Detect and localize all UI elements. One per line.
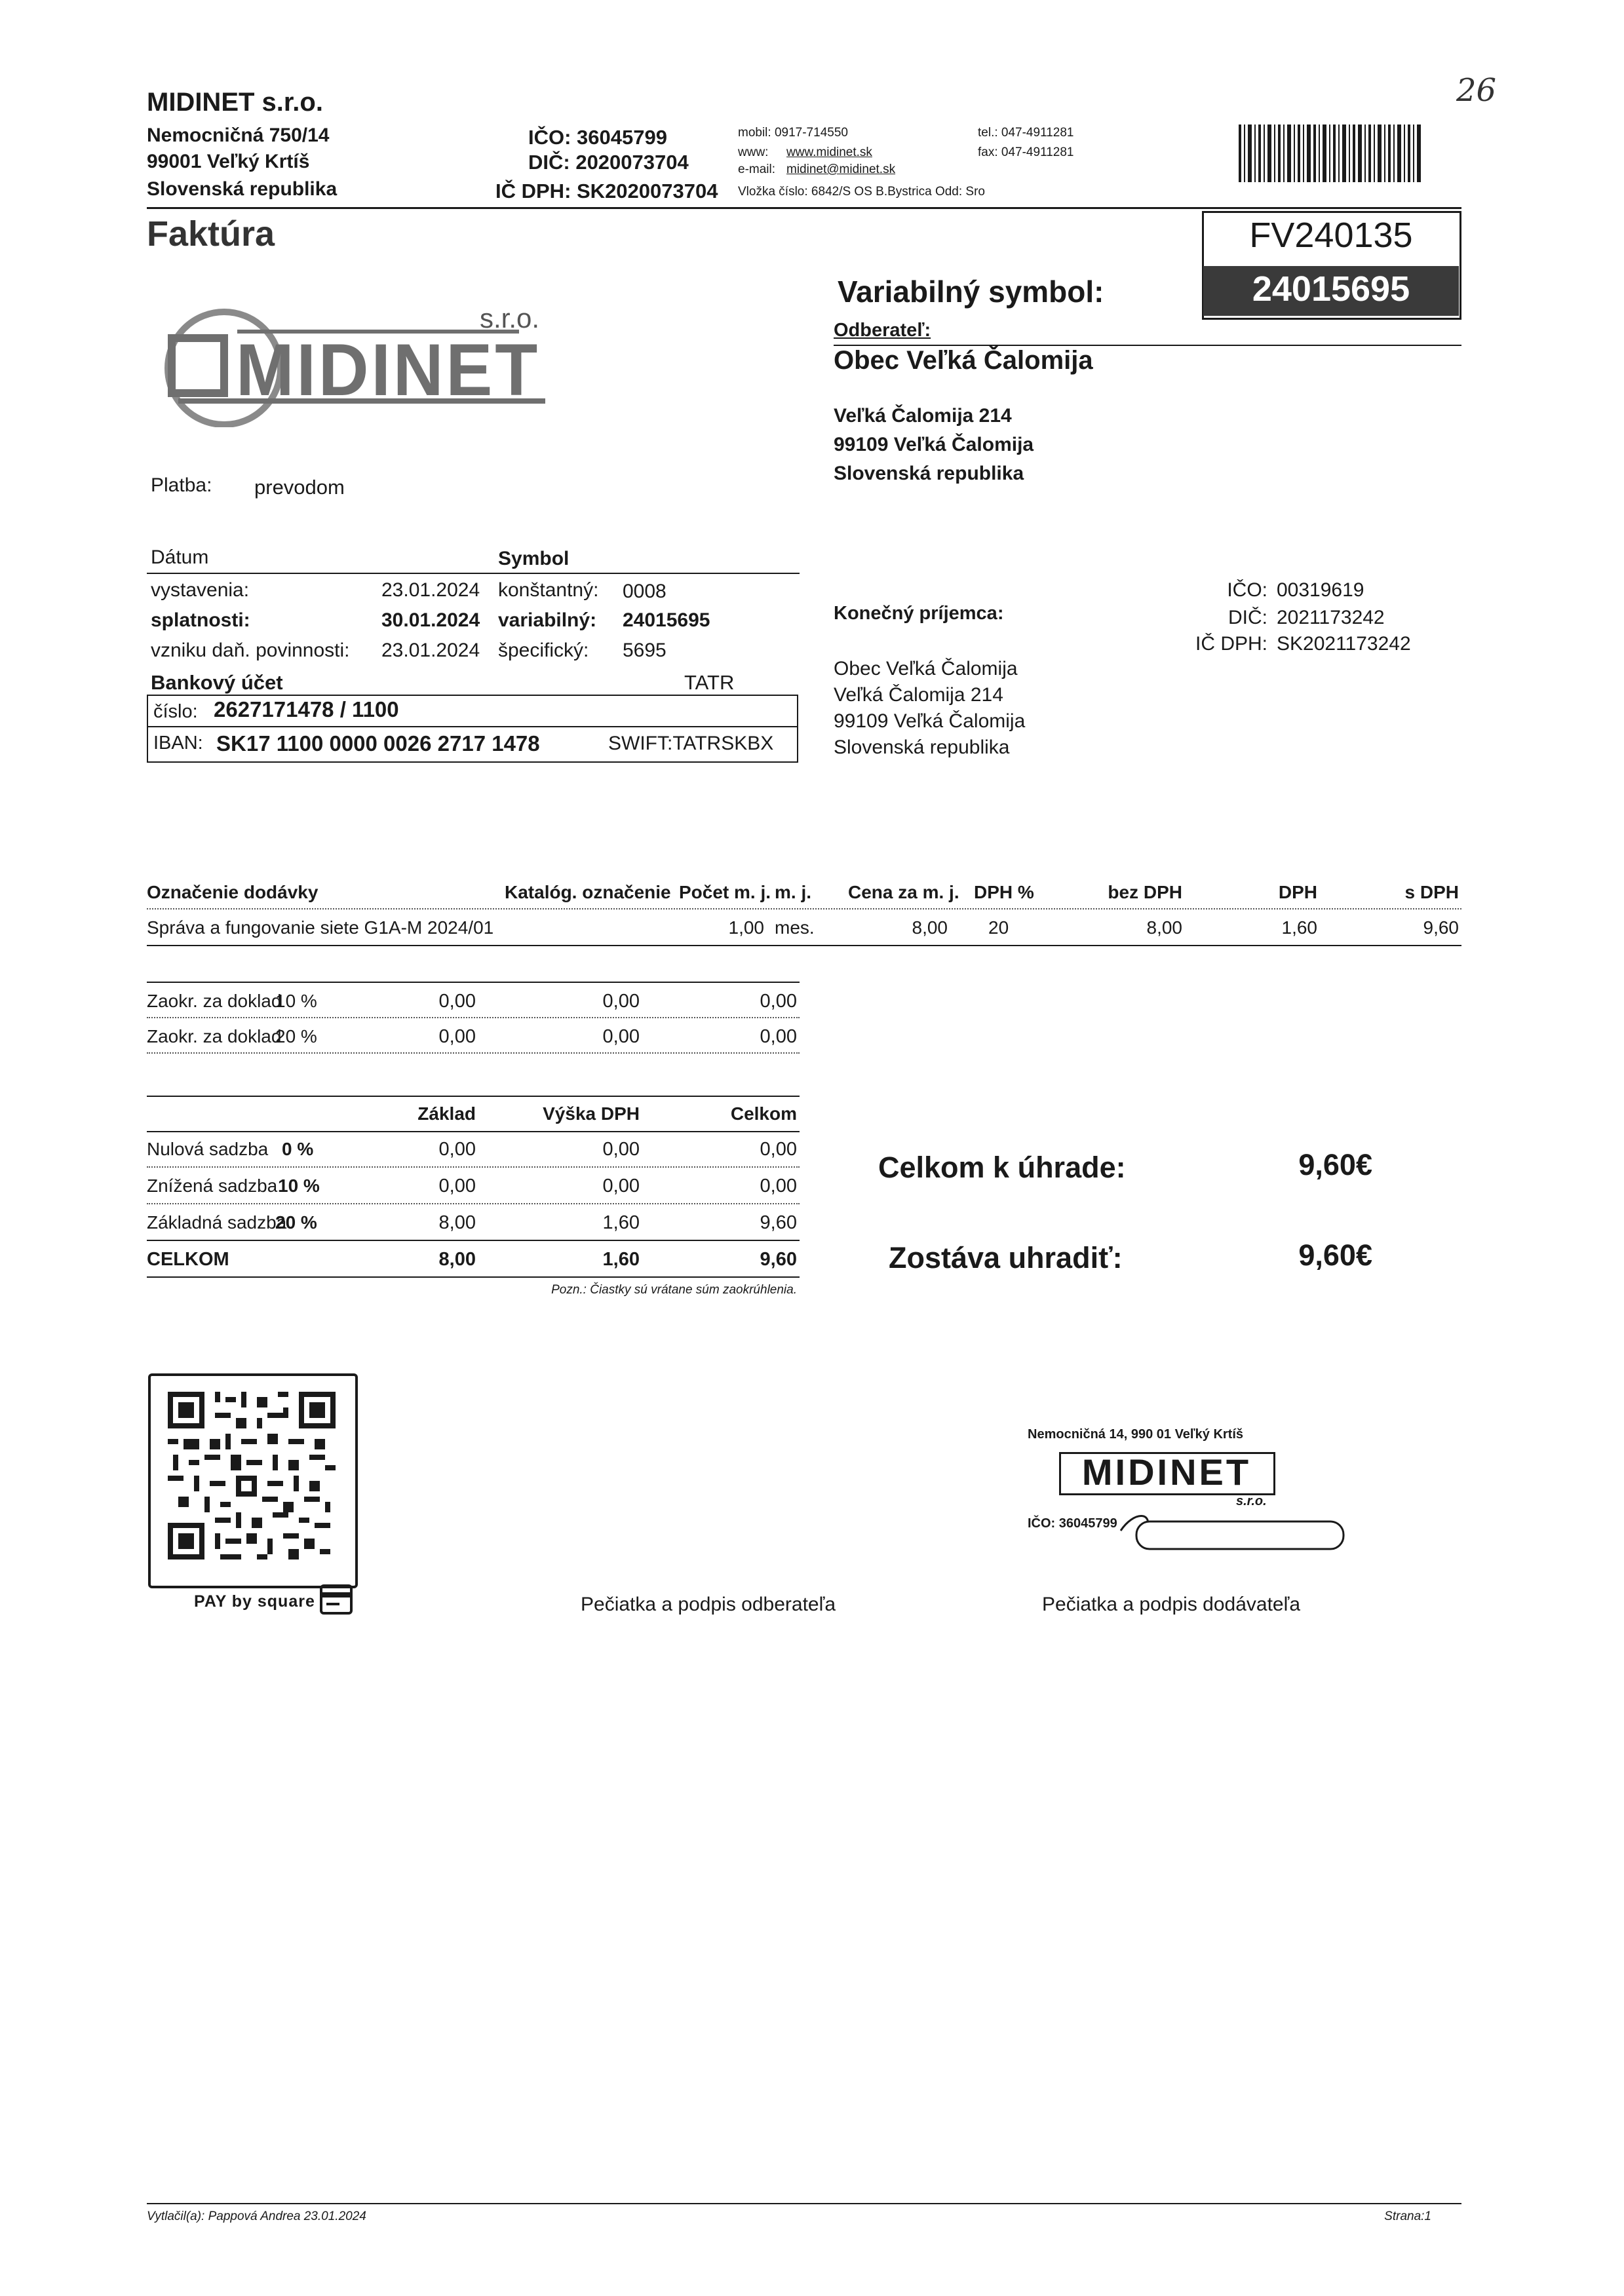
amounts-note: Pozn.: Čiastky sú vrátane súm zaokrúhlenia. <box>551 1283 797 1297</box>
stamp-address: Nemocničná 14, 990 01 Veľký Krtíš <box>1028 1427 1244 1442</box>
vat-col-vyska: Výška DPH <box>543 1103 640 1124</box>
dates-rule <box>147 573 800 574</box>
vat-col-zaklad: Základ <box>417 1103 476 1124</box>
customer-city: 99109 Veľká Čalomija <box>834 434 1034 455</box>
constant-symbol-label: konštantný: <box>498 579 599 601</box>
col-bez: bez DPH <box>1108 882 1182 902</box>
constant-symbol: 0008 <box>623 581 667 602</box>
item-mj: mes. <box>775 917 815 938</box>
vat-col-celkom: Celkom <box>730 1103 797 1124</box>
rounding-label: Zaokr. za doklad <box>147 991 282 1011</box>
seller-email-label: e-mail: <box>738 163 776 176</box>
bank-box-divider <box>148 726 798 727</box>
handwritten-note: 26 <box>1456 72 1497 109</box>
vat-total-celkom: 9,60 <box>760 1249 797 1270</box>
seller-email-link[interactable]: midinet@midinet.sk <box>786 163 896 176</box>
remaining-label: Zostáva uhradiť: <box>889 1241 1123 1274</box>
seller-name: MIDINET s.r.o. <box>147 88 323 117</box>
vat-row-divider <box>147 1166 800 1168</box>
seller-country: Slovenská republika <box>147 178 338 200</box>
seller-vlozka: Vložka číslo: 6842/S OS B.Bystrica Odd: Sro <box>738 185 985 199</box>
col-dph: DPH <box>1278 882 1317 902</box>
tax-date-label: vzniku daň. povinnosti: <box>151 640 350 661</box>
seller-www-link[interactable]: www.midinet.sk <box>786 145 872 159</box>
col-sdph: s DPH <box>1404 882 1459 902</box>
customer-signature-label: Pečiatka a podpis odberateľa <box>581 1594 836 1615</box>
item-sdph: 9,60 <box>1423 917 1459 938</box>
item-pocet: 1,00 <box>728 917 764 938</box>
logo-text: MIDINET <box>236 329 541 411</box>
rounding-rate: 20 % <box>275 1026 317 1046</box>
symbol-header: Symbol <box>498 548 570 569</box>
stamp-ico: IČO: 36045799 <box>1028 1516 1117 1531</box>
due-date-label: splatnosti: <box>151 609 250 631</box>
vat-label: Znížená sadzba <box>147 1176 278 1196</box>
total-value: 9,60€ <box>1298 1148 1372 1181</box>
recipient-icdph: SK2021173242 <box>1277 633 1411 655</box>
seller-mobil: mobil: 0917-714550 <box>738 126 848 140</box>
rounding-label: Zaokr. za doklad <box>147 1026 282 1046</box>
item-dph: 1,60 <box>1281 917 1317 938</box>
vat-vyska: 0,00 <box>602 1139 640 1160</box>
vat-rate: 10 % <box>278 1176 320 1196</box>
payment-value: prevodom <box>254 476 345 499</box>
rounding-c: 0,00 <box>760 1026 797 1047</box>
recipient-icdph-label: IČ DPH: <box>1195 633 1267 655</box>
col-cena: Cena za m. j. <box>848 882 959 902</box>
qr-code-icon <box>168 1392 336 1559</box>
col-dph-pct: DPH % <box>974 882 1034 902</box>
rounding-b: 0,00 <box>602 991 640 1012</box>
rounding-c: 0,00 <box>760 991 797 1012</box>
vat-celkom: 9,60 <box>760 1212 797 1233</box>
item-desc: Správa a fungovanie siete G1A-M 2024/01 <box>147 917 494 938</box>
stamp-logo: MIDINET <box>1081 1451 1252 1493</box>
vat-total-vyska: 1,60 <box>602 1249 640 1270</box>
signature-icon <box>1114 1504 1350 1552</box>
vat-vyska: 0,00 <box>602 1176 640 1196</box>
logo-suffix: s.r.o. <box>480 303 540 334</box>
supplier-signature-label: Pečiatka a podpis dodávateľa <box>1042 1594 1301 1615</box>
document-title: Faktúra <box>147 214 275 254</box>
pay-card-icon <box>320 1584 353 1615</box>
bank-label: Bankový účet <box>151 671 283 694</box>
item-bez: 8,00 <box>1146 917 1182 938</box>
recipient-label: Konečný príjemca: <box>834 603 1004 624</box>
recipient-ico-label: IČO: <box>1227 579 1267 601</box>
seller-tel: tel.: 047-4911281 <box>978 126 1074 140</box>
vat-celkom: 0,00 <box>760 1176 797 1196</box>
vat-row-divider <box>147 1203 800 1204</box>
footer-rule <box>147 2203 1461 2204</box>
recipient-city: 99109 Veľká Čalomija <box>834 710 1026 732</box>
account-number: 2627171478 / 1100 <box>214 697 399 721</box>
issue-date: 23.01.2024 <box>381 579 480 601</box>
var-symbol: 24015695 <box>623 609 710 631</box>
customer-country: Slovenská republika <box>834 463 1024 484</box>
rounding-bottom-rule <box>147 1052 800 1054</box>
vat-total-rule <box>147 1240 800 1241</box>
recipient-name: Obec Veľká Čalomija <box>834 658 1018 679</box>
item-dph-pct: 20 <box>988 917 1009 938</box>
vat-label: Nulová sadzba <box>147 1139 269 1159</box>
vat-total-zaklad: 8,00 <box>438 1249 476 1270</box>
vat-bottom-rule <box>147 1276 800 1278</box>
seller-city: 99001 Veľký Krtíš <box>147 151 310 172</box>
vat-label: Základná sadzba <box>147 1212 287 1233</box>
vat-top-rule <box>147 1096 800 1097</box>
remaining-value: 9,60€ <box>1298 1238 1372 1272</box>
rounding-a: 0,00 <box>438 1026 476 1047</box>
total-label: Celkom k úhrade: <box>878 1151 1126 1184</box>
printed-by: Vytlačil(a): Pappová Andrea 23.01.2024 <box>147 2210 366 2223</box>
company-logo <box>152 303 558 427</box>
vat-header-rule <box>147 1131 800 1132</box>
recipient-country: Slovenská republika <box>834 737 1010 758</box>
payment-label: Platba: <box>151 474 212 496</box>
rounding-rate: 10 % <box>275 991 317 1011</box>
customer-label: Odberateľ: <box>834 320 931 341</box>
recipient-dic-label: DIČ: <box>1228 607 1267 628</box>
rounding-a: 0,00 <box>438 991 476 1012</box>
recipient-street: Veľká Čalomija 214 <box>834 684 1003 706</box>
bank-code: TATR <box>684 671 735 694</box>
issue-date-label: vystavenia: <box>151 579 250 601</box>
variable-symbol-value: 24015695 <box>1252 269 1410 309</box>
recipient-dic: 2021173242 <box>1277 607 1385 628</box>
items-bottom-rule <box>147 945 1461 946</box>
variable-symbol-label: Variabilný symbol: <box>838 275 1104 309</box>
specific-symbol: 5695 <box>623 640 667 661</box>
vat-rate: 0 % <box>282 1139 314 1159</box>
seller-dic: DIČ: 2020073704 <box>528 151 689 174</box>
rounding-b: 0,00 <box>602 1026 640 1047</box>
seller-www-label: www: <box>738 145 769 159</box>
seller-icdph: IČ DPH: SK2020073704 <box>495 180 718 202</box>
seller-fax: fax: 047-4911281 <box>978 145 1074 159</box>
var-symbol-label: variabilný: <box>498 609 597 631</box>
customer-street: Veľká Čalomija 214 <box>834 405 1012 427</box>
item-cena: 8,00 <box>912 917 948 938</box>
stamp-suffix: s.r.o. <box>1236 1494 1267 1508</box>
customer-name: Obec Veľká Čalomija <box>834 346 1093 375</box>
page-number: Strana:1 <box>1384 2210 1431 2223</box>
seller-ico: IČO: 36045799 <box>528 126 667 149</box>
vat-zaklad: 8,00 <box>438 1212 476 1233</box>
vat-vyska: 1,60 <box>602 1212 640 1233</box>
vat-celkom: 0,00 <box>760 1139 797 1160</box>
vat-total-label: CELKOM <box>147 1249 229 1270</box>
header-rule <box>147 207 1461 209</box>
qr-caption: PAY by square <box>194 1592 315 1611</box>
date-header: Dátum <box>151 546 209 568</box>
iban: SK17 1100 0000 0026 2717 1478 <box>216 731 540 756</box>
swift: SWIFT:TATRSKBX <box>608 733 774 754</box>
vat-rate: 20 % <box>275 1212 317 1233</box>
col-katalog: Katalóg. označenie <box>505 882 671 902</box>
items-header-rule <box>147 908 1461 909</box>
vat-zaklad: 0,00 <box>438 1139 476 1160</box>
recipient-ico: 00319619 <box>1277 579 1364 601</box>
seller-street: Nemocničná 750/14 <box>147 124 330 146</box>
specific-symbol-label: špecifický: <box>498 640 589 661</box>
iban-label: IBAN: <box>153 733 203 754</box>
col-pocet: Počet m. j. <box>679 882 771 902</box>
due-date: 30.01.2024 <box>381 609 480 631</box>
rounding-divider <box>147 1017 800 1018</box>
col-desc: Označenie dodávky <box>147 882 319 902</box>
col-mj: m. j. <box>775 882 812 902</box>
vat-zaklad: 0,00 <box>438 1176 476 1196</box>
invoice-number: FV240135 <box>1249 216 1413 255</box>
rounding-top-rule <box>147 982 800 983</box>
barcode-icon <box>1239 124 1422 182</box>
account-label: číslo: <box>153 701 198 722</box>
tax-date: 23.01.2024 <box>381 640 480 661</box>
